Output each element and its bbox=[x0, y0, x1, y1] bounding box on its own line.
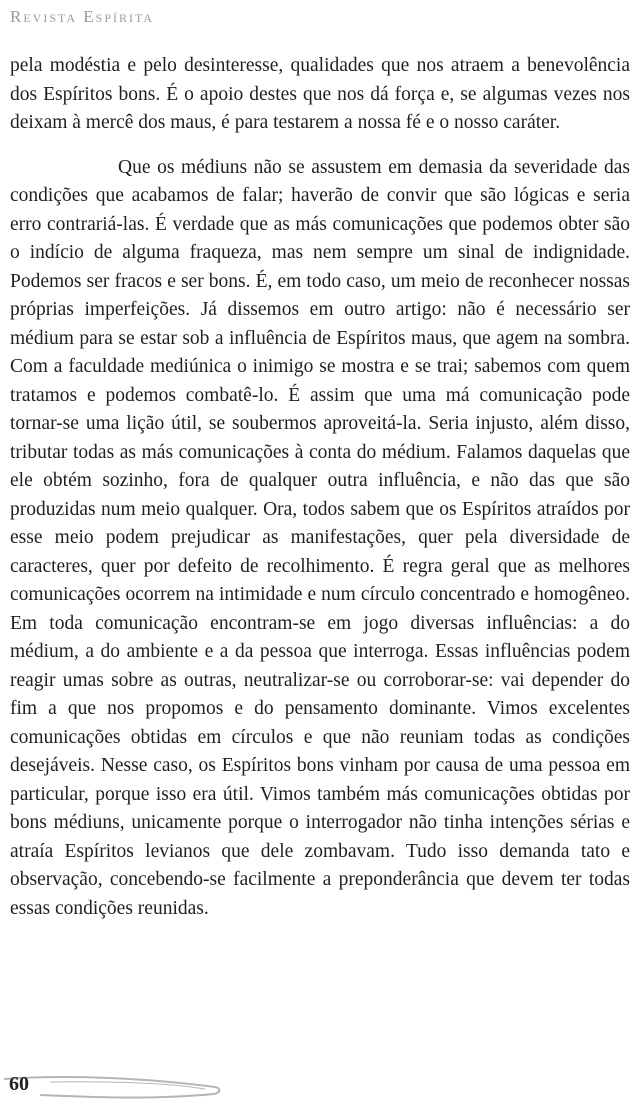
page-number: 60 bbox=[9, 1073, 29, 1095]
page-body bbox=[10, 52, 630, 923]
paragraph-main: Que os médiuns não se assustem em demasia da severidade das condições que acabamos de falar; haverão de convir que são lógicas e seria erro contrariá-las. É verdade que as más comunicações que podemos obter são o indício de alguma fraqueza, mas nem sempre um sinal de indignidade. Podemos ser fracos e ser bons. É, em todo caso, um meio de reconhecer nossas próprias imperfeições. Já dissemos em outro artigo: não é necessário ser médium para se estar sob a influência de Espíritos maus, que agem na sombra. Com a faculdade mediúnica o inimigo se mostra e se trai; sabemos com quem tratamos e podemos combatê-lo. É assim que uma má comunicação pode tornar-se uma lição útil, se soubermos aproveitá-la. Seria injusto, além disso, tributar todas as más comunicações à conta do médium. Falamos daquelas que ele obtém sozinho, fora de qualquer outra influência, e não das que são produzidas num meio qualquer. Ora, todos sabem que os Espíritos atraídos por esse meio podem prejudicar as manifestações, quer pela diversidade de caracteres, quer por defeito de recolhimento. É regra geral que as melhores comunicações ocorrem na intimidade e num círculo concentrado e homogêneo. Em toda comunicação encontram-se em jogo diversas influências: a do médium, a do ambiente e a da pessoa que interroga. Essas influências podem reagir umas sobre as outras, neutralizar-se ou corroborar-se: vai depender do fim a que nos propomos e do pensamento dominante. Vimos excelentes comunicações obtidas em círculos e que não reuniam todas as condições desejáveis. Nesse caso, os Espíritos bons vinham por causa de uma pessoa em particular, porque isso era útil. Vimos também más comunicações obtidas por bons médiuns, unicamente porque o interrogador não tinha intenções sérias e atraía Espíritos levianos que dele zombavam. Tudo isso demanda tato e observação, concebendo-se facilmente a preponderância que devem ter todas essas condições reunidas. bbox=[10, 156, 630, 919]
footer-swoosh-ornament bbox=[0, 1073, 240, 1101]
page-footer bbox=[0, 1073, 640, 1101]
paragraph-continuation: pela modéstia e pelo desinteresse, qualidades que nos atraem a benevolência dos Espíritos bons. É o apoio destes que nos dá força e, se algumas vezes nos deixam à mercê dos maus, é para testarem a nossa fé e o nosso caráter. bbox=[10, 55, 630, 133]
running-header: Revista Espírita bbox=[10, 7, 155, 26]
